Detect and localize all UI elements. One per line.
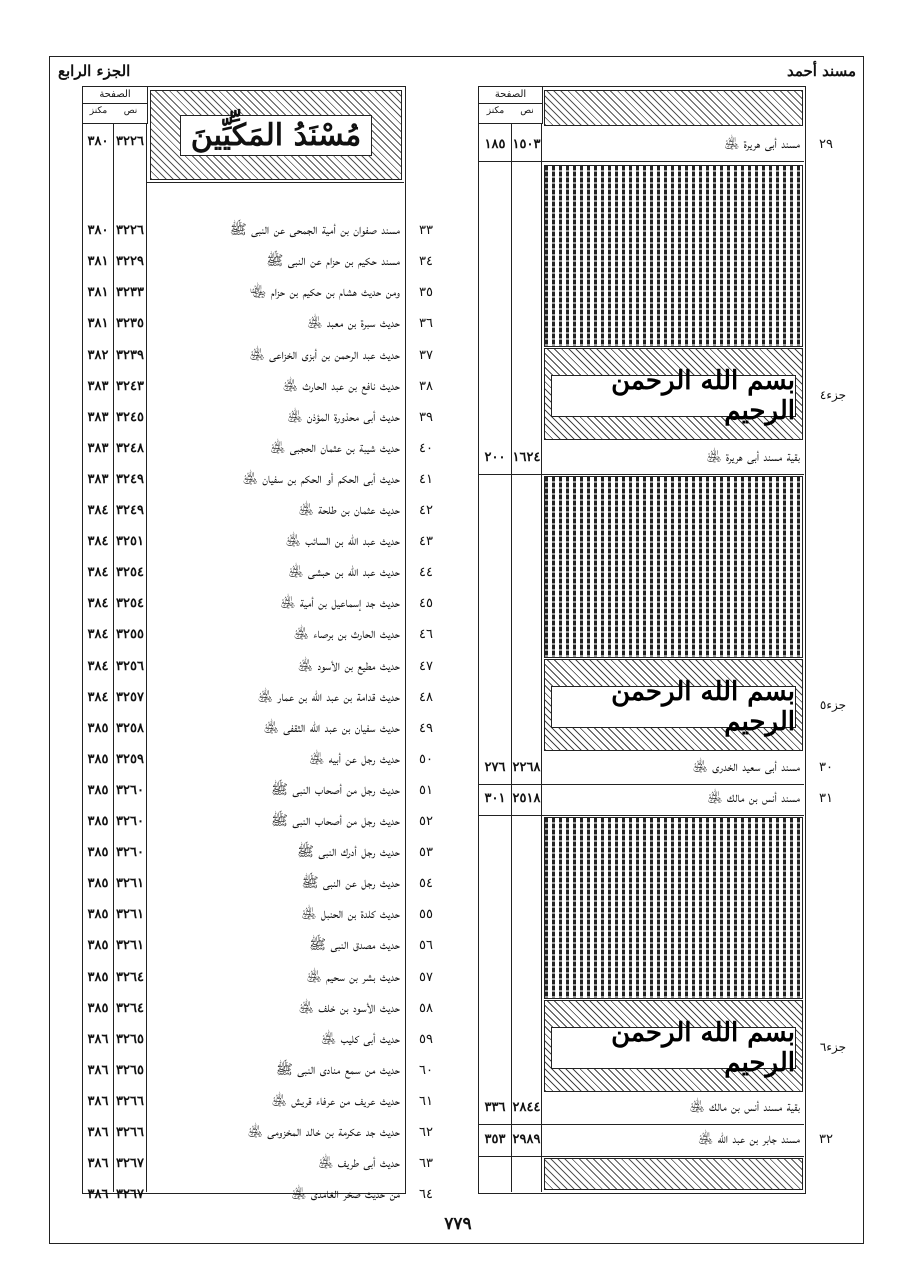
text-page-number: ٢٥١٨ bbox=[512, 791, 541, 806]
row-divider bbox=[478, 815, 804, 816]
text-page-number: ٣٢٥٤ bbox=[116, 596, 144, 611]
entry-number: ٤٠ bbox=[419, 441, 433, 456]
entry-title[interactable]: حديث عريف من عرفاء قريش ﵁ bbox=[271, 1093, 400, 1109]
text-page-number: ٣٢٥٤ bbox=[116, 565, 144, 580]
left-title-divider bbox=[146, 182, 404, 183]
entry-number: ٥٧ bbox=[419, 970, 433, 985]
entry-title[interactable]: حديث مصدق النبى ﷺ bbox=[309, 937, 400, 953]
printed-page-number: ٣٨٦ bbox=[87, 1156, 109, 1171]
printed-column-title: مكنز bbox=[486, 106, 505, 116]
entry-title[interactable]: ومن حديث هشام بن حكيم بن حزام ﵄ bbox=[249, 284, 400, 300]
text-page-number: ١٥٠٣ bbox=[512, 137, 541, 152]
page-column-title: الصفحة bbox=[479, 87, 542, 104]
entry-number: ٤٦ bbox=[419, 627, 433, 642]
text-page-number: ٣٢٦٤ bbox=[116, 1001, 144, 1016]
entry-title[interactable]: حديث الحارث بن برصاء ﵁ bbox=[293, 626, 400, 642]
kufic-calligraphy-icon bbox=[544, 476, 803, 658]
printed-page-number: ٣٨٢ bbox=[87, 348, 109, 363]
text-page-number: ٣٢٦٠ bbox=[116, 814, 144, 829]
basmala-ornament-icon bbox=[544, 348, 803, 440]
printed-page-number: ٣٨٠ bbox=[87, 223, 109, 238]
printed-page-number: ٣٨٥ bbox=[87, 876, 109, 891]
text-page-number: ٣٢٦١ bbox=[116, 938, 144, 953]
entry-number: ٣٤ bbox=[419, 254, 433, 269]
printed-page-number: ٣٨٠ bbox=[87, 134, 109, 149]
page-number: ٧٧٩ bbox=[444, 1214, 472, 1234]
entry-title[interactable]: حديث عبد الله بن حبشى ﵁ bbox=[288, 564, 400, 580]
entry-title[interactable]: مسند صفوان بن أمية الجمحى عن النبى ﷺ bbox=[229, 222, 400, 238]
entry-number: ٥٤ bbox=[419, 876, 433, 891]
entry-number: ٥٥ bbox=[419, 907, 433, 922]
row-divider bbox=[478, 1156, 804, 1157]
text-page-number: ٣٢٦٥ bbox=[116, 1032, 144, 1047]
entry-title[interactable]: حديث عبد الله بن السائب ﵁ bbox=[285, 533, 400, 549]
printed-page-number: ٣٨٥ bbox=[87, 783, 109, 798]
entry-number: ٥١ bbox=[419, 783, 433, 798]
text-page-number: ٣٢٣٥ bbox=[116, 316, 144, 331]
entry-title[interactable]: حديث أبى طريف ﵁ bbox=[318, 1155, 400, 1171]
printed-page-number: ٣٨٥ bbox=[87, 938, 109, 953]
right-col-divider-2 bbox=[541, 86, 542, 1192]
entry-title[interactable]: حديث بشر بن سحيم ﵁ bbox=[306, 969, 400, 985]
text-page-number: ٣٢٦٦ bbox=[116, 1125, 144, 1140]
header-book-title: مسند أحمد bbox=[786, 62, 856, 80]
printed-page-number: ٣٨٥ bbox=[87, 845, 109, 860]
top-ornament-strip bbox=[544, 90, 803, 126]
entry-number: ٤٣ bbox=[419, 534, 433, 549]
section-title-ornament bbox=[150, 90, 402, 180]
entry-title[interactable]: حديث أبى الحكم أو الحكم بن سفيان ﵁ bbox=[242, 471, 400, 487]
text-page-number: ١٦٢٤ bbox=[512, 450, 541, 465]
printed-page-number: ٣٨٣ bbox=[87, 410, 109, 425]
printed-page-number: ٣٨٥ bbox=[87, 1001, 109, 1016]
left-col-divider-2 bbox=[146, 86, 147, 1192]
text-page-number: ٣٢٦٠ bbox=[116, 845, 144, 860]
text-page-number: ٣٢٢٦ bbox=[116, 134, 144, 149]
text-page-number: ٢٨٤٤ bbox=[512, 1100, 541, 1115]
text-page-number: ٣٢٥٥ bbox=[116, 627, 144, 642]
text-page-number: ٣٢٦٥ bbox=[116, 1063, 144, 1078]
printed-page-number: ٣٨٦ bbox=[87, 1032, 109, 1047]
text-page-number: ٣٢٢٩ bbox=[116, 254, 144, 269]
text-page-number: ٣٢٦٧ bbox=[116, 1187, 144, 1202]
printed-page-number: ٣٨٥ bbox=[87, 721, 109, 736]
left-page-header bbox=[82, 86, 148, 124]
entry-title[interactable]: حديث رجل أدرك النبى ﷺ bbox=[297, 844, 400, 860]
text-column-title: نص bbox=[520, 106, 534, 116]
entry-title[interactable]: مسند حكيم بن حزام عن النبى ﷺ bbox=[266, 253, 400, 269]
entry-title[interactable]: حديث سفيان بن عبد الله الثقفى ﵁ bbox=[263, 720, 400, 736]
text-page-number: ٣٢٥٩ bbox=[116, 752, 144, 767]
entry-title[interactable]: حديث من سمع منادى النبى ﷺ bbox=[275, 1062, 400, 1078]
entry-number: ٦٢ bbox=[419, 1125, 433, 1140]
entry-number: ٤٧ bbox=[419, 659, 433, 674]
printed-page-number: ٣٨٤ bbox=[87, 534, 109, 549]
text-page-number: ٣٢٤٣ bbox=[116, 379, 144, 394]
entry-number: ٤١ bbox=[419, 472, 433, 487]
printed-page-number: ٣٥٣ bbox=[484, 1132, 506, 1147]
printed-page-number: ٣٨٥ bbox=[87, 970, 109, 985]
entry-number: ٣٦ bbox=[419, 316, 433, 331]
text-page-number: ٣٢٦٦ bbox=[116, 1094, 144, 1109]
text-page-number: ٣٢٦٧ bbox=[116, 1156, 144, 1171]
entry-number: ٤٩ bbox=[419, 721, 433, 736]
entry-number: ٣٢ bbox=[819, 1132, 833, 1147]
entry-number: ٣٣ bbox=[419, 223, 433, 238]
entry-number: ٦٣ bbox=[419, 1156, 433, 1171]
text-page-number: ٣٢٦١ bbox=[116, 907, 144, 922]
entry-number: ٥٠ bbox=[419, 752, 433, 767]
entry-number: ٣٨ bbox=[419, 379, 433, 394]
entry-number: ٢٩ bbox=[819, 137, 833, 152]
printed-page-number: ٣٣٦ bbox=[484, 1100, 506, 1115]
entry-title[interactable]: حديث رجل من أصحاب النبى ﷺ bbox=[271, 813, 400, 829]
printed-page-number: ٣٨٥ bbox=[87, 814, 109, 829]
kufic-calligraphy-icon bbox=[544, 165, 803, 347]
entry-title[interactable]: من حديث صخر الغامدى ﵁ bbox=[291, 1186, 400, 1202]
text-page-number: ٣٢٤٩ bbox=[116, 472, 144, 487]
printed-page-number: ٣٨٦ bbox=[87, 1125, 109, 1140]
printed-page-number: ٢٧٦ bbox=[484, 760, 506, 775]
entry-title[interactable]: حديث رجل من أصحاب النبى ﷺ bbox=[271, 782, 400, 798]
entry-number: ٣٥ bbox=[419, 285, 433, 300]
entry-number: ٣١ bbox=[819, 791, 833, 806]
printed-page-number: ٣٨٤ bbox=[87, 627, 109, 642]
entry-title[interactable]: حديث كلدة بن الحنبل ﵁ bbox=[301, 906, 400, 922]
text-page-number: ٣٢٥٨ bbox=[116, 721, 144, 736]
text-page-number: ٣٢٦٤ bbox=[116, 970, 144, 985]
printed-page-number: ٣٨٣ bbox=[87, 379, 109, 394]
basmala-ornament-icon bbox=[544, 659, 803, 751]
entry-title[interactable]: بقية مسند أبى هريرة ﵁ bbox=[706, 449, 800, 465]
entry-title[interactable]: حديث عبد الرحمن بن أبزى الخزاعى ﵁ bbox=[249, 347, 400, 363]
entry-number: ٣٩ bbox=[419, 410, 433, 425]
entry-title[interactable]: حديث جد عكرمة بن خالد المخزومى ﵁ bbox=[247, 1124, 400, 1140]
row-divider bbox=[478, 474, 804, 475]
right-col-divider-1 bbox=[511, 86, 512, 1192]
entry-number: ٥٩ bbox=[419, 1032, 433, 1047]
text-column-title: نص bbox=[123, 106, 138, 116]
text-page-number: ٣٢٦٠ bbox=[116, 783, 144, 798]
entry-number: ٤٥ bbox=[419, 596, 433, 611]
printed-page-number: ٣٨٤ bbox=[87, 503, 109, 518]
entry-title[interactable]: حديث نافع بن عبد الحارث ﵁ bbox=[282, 378, 400, 394]
entry-number: ٤٢ bbox=[419, 503, 433, 518]
entry-title[interactable]: مسند جابر بن عبد الله ﵁ bbox=[697, 1131, 800, 1147]
basmala-ornament-icon bbox=[544, 1000, 803, 1092]
entry-title[interactable]: حديث رجل عن أبيه ﵁ bbox=[309, 751, 400, 767]
entry-title[interactable]: حديث الأسود بن خلف ﵁ bbox=[298, 1000, 400, 1016]
entry-title[interactable]: حديث قدامة بن عبد الله بن عمار ﵁ bbox=[257, 689, 400, 705]
printed-page-number: ٣٨٥ bbox=[87, 907, 109, 922]
entry-number: ٤٤ bbox=[419, 565, 433, 580]
entry-number: ٥٨ bbox=[419, 1001, 433, 1016]
text-page-number: ٣٢٣٩ bbox=[116, 348, 144, 363]
entry-number: ٥٢ bbox=[419, 814, 433, 829]
text-page-number: ٣٢٤٥ bbox=[116, 410, 144, 425]
text-page-number: ٣٢٦١ bbox=[116, 876, 144, 891]
printed-page-number: ٣٨٥ bbox=[87, 752, 109, 767]
entry-number: ٥٣ bbox=[419, 845, 433, 860]
page-column-title: الصفحة bbox=[83, 87, 147, 104]
row-divider bbox=[478, 1124, 804, 1125]
printed-page-number: ٣٨٤ bbox=[87, 659, 109, 674]
text-page-number: ٣٢٣٣ bbox=[116, 285, 144, 300]
entry-number: ٤٨ bbox=[419, 690, 433, 705]
printed-page-number: ٣٨٦ bbox=[87, 1063, 109, 1078]
text-page-number: ٣٢٥٦ bbox=[116, 659, 144, 674]
text-page-number: ٣٢٥١ bbox=[116, 534, 144, 549]
entry-title[interactable]: بقية مسند أنس بن مالك ﵁ bbox=[689, 1099, 800, 1115]
entry-number: ٦٤ bbox=[419, 1187, 433, 1202]
volume-label: جزء٤ bbox=[819, 388, 847, 402]
printed-page-number: ٣٨١ bbox=[87, 316, 109, 331]
printed-page-number: ٢٠٠ bbox=[484, 450, 506, 465]
row-divider bbox=[478, 161, 804, 162]
entry-number: ٦١ bbox=[419, 1094, 433, 1109]
kufic-calligraphy-icon bbox=[544, 817, 803, 999]
entry-title[interactable]: حديث جد إسماعيل بن أمية ﵁ bbox=[280, 595, 400, 611]
text-page-number: ٢٩٨٩ bbox=[512, 1132, 541, 1147]
entry-number: ٣٠ bbox=[819, 760, 833, 775]
text-page-number: ٣٢٤٨ bbox=[116, 441, 144, 456]
basmala-text: بسم الله الرحمن الرحيم bbox=[611, 1018, 795, 1078]
printed-page-number: ٣٨٦ bbox=[87, 1187, 109, 1202]
basmala-text: بسم الله الرحمن الرحيم bbox=[611, 366, 795, 426]
printed-column-title: مكنز bbox=[89, 106, 108, 116]
right-page-header bbox=[478, 86, 543, 124]
printed-page-number: ٣٨٦ bbox=[87, 1094, 109, 1109]
header-volume: الجزء الرابع bbox=[58, 62, 131, 80]
printed-page-number: ٣٨١ bbox=[87, 254, 109, 269]
text-page-number: ٣٢٤٩ bbox=[116, 503, 144, 518]
entry-title[interactable]: حديث أبى كليب ﵁ bbox=[320, 1031, 400, 1047]
printed-page-number: ٣٨٤ bbox=[87, 596, 109, 611]
volume-label: جزء٥ bbox=[819, 698, 847, 712]
entry-title[interactable]: حديث مطيع بن الأسود ﵁ bbox=[297, 658, 400, 674]
entry-title[interactable]: مسند أبى سعيد الخدرى ﵁ bbox=[692, 759, 800, 775]
entry-number: ٦٠ bbox=[419, 1063, 433, 1078]
entry-title[interactable]: حديث سبرة بن معبد ﵁ bbox=[307, 315, 400, 331]
section-title: مُسْنَدُ المَكِّيِّينَ bbox=[180, 115, 372, 156]
printed-page-number: ٣٨١ bbox=[87, 285, 109, 300]
basmala-text: بسم الله الرحمن الرحيم bbox=[611, 677, 795, 737]
entry-number: ٥٦ bbox=[419, 938, 433, 953]
printed-page-number: ٣٨٣ bbox=[87, 472, 109, 487]
text-page-number: ٣٢٢٦ bbox=[116, 223, 144, 238]
text-page-number: ٢٢٦٨ bbox=[512, 760, 541, 775]
printed-page-number: ١٨٥ bbox=[484, 137, 506, 152]
entry-title[interactable]: حديث عثمان بن طلحة ﵁ bbox=[298, 502, 400, 518]
printed-page-number: ٣٨٤ bbox=[87, 690, 109, 705]
entry-number: ٣٧ bbox=[419, 348, 433, 363]
volume-label: جزء٦ bbox=[819, 1040, 847, 1054]
text-page-number: ٣٢٥٧ bbox=[116, 690, 144, 705]
bottom-ornament-strip bbox=[544, 1158, 803, 1190]
printed-page-number: ٣٨٤ bbox=[87, 565, 109, 580]
entry-title[interactable]: مسند أنس بن مالك ﵁ bbox=[707, 790, 800, 806]
printed-page-number: ٣٠١ bbox=[484, 791, 506, 806]
entry-title[interactable]: حديث رجل عن النبى ﷺ bbox=[301, 875, 400, 891]
printed-page-number: ٣٨٣ bbox=[87, 441, 109, 456]
row-divider bbox=[478, 784, 804, 785]
entry-title[interactable]: حديث أبى محذورة المؤذن ﵁ bbox=[287, 409, 400, 425]
entry-title[interactable]: حديث شيبة بن عثمان الحجبى ﵁ bbox=[270, 440, 400, 456]
entry-title[interactable]: مسند أبى هريرة ﵁ bbox=[724, 136, 800, 152]
